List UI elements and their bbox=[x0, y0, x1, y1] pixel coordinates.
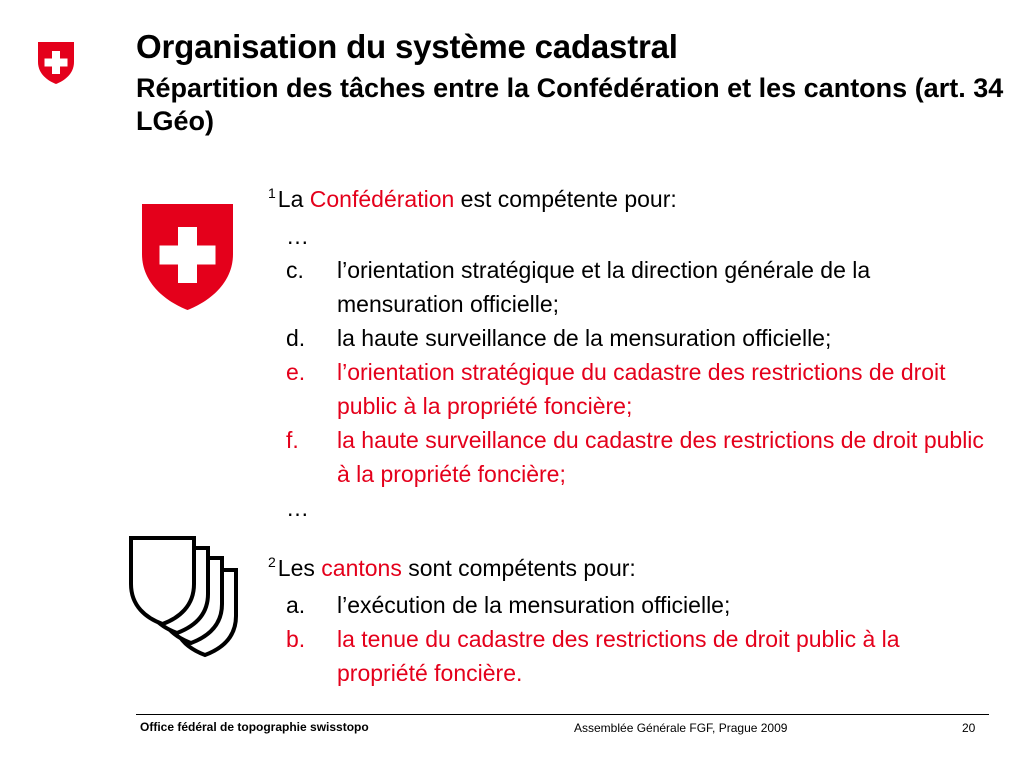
slide-subtitle: Répartition des tâches entre la Confédération et les cantons (art. 34 LGéo) bbox=[136, 73, 1004, 136]
item-text: la haute surveillance de la mensuration officielle; bbox=[337, 325, 832, 351]
item-text: l’orientation stratégique et la direction générale de la mensuration officielle; bbox=[337, 257, 871, 317]
item-marker: d. bbox=[286, 325, 306, 351]
footer-divider bbox=[136, 714, 989, 715]
section1-item-e bbox=[268, 355, 988, 423]
cantonal-shields-stack-icon bbox=[128, 534, 240, 658]
section1-item-f bbox=[268, 423, 988, 491]
item-marker: f. bbox=[286, 427, 299, 453]
item-text: l’orientation stratégique du cadastre des restrictions de droit public à la propriété foncière; bbox=[337, 359, 946, 419]
item-text: la haute surveillance du cadastre des restrictions de droit public à la propriété foncière; bbox=[337, 427, 984, 487]
section2-item-a bbox=[268, 588, 988, 622]
section1-ellipsis-top: … bbox=[286, 223, 309, 249]
section2-lead-after: sont compétents pour: bbox=[408, 555, 636, 581]
section1-lead-before: La bbox=[277, 186, 304, 212]
section2-lead-highlight: cantons bbox=[321, 555, 402, 581]
slide-title: Organisation du système cadastral bbox=[136, 28, 678, 65]
section1-lead-after: est compétente pour: bbox=[460, 186, 677, 212]
swiss-shield-icon bbox=[140, 202, 235, 312]
footer-event: Assemblée Générale FGF, Prague 2009 bbox=[574, 721, 788, 735]
item-text: la tenue du cadastre des restrictions de droit public à la propriété foncière. bbox=[337, 626, 900, 686]
section1-number: 1 bbox=[268, 185, 276, 201]
section1-lead bbox=[268, 182, 988, 219]
item-marker: e. bbox=[286, 359, 306, 385]
section1-lead-highlight: Confédération bbox=[309, 186, 455, 212]
section2-item-b bbox=[268, 622, 988, 690]
item-marker: b. bbox=[286, 626, 306, 652]
page-number: 20 bbox=[962, 721, 976, 735]
swiss-coat-of-arms-icon bbox=[36, 40, 76, 86]
section1-item-c bbox=[268, 253, 988, 321]
section2-lead-before: Les bbox=[277, 555, 315, 581]
section1-ellipsis-bottom: … bbox=[286, 495, 309, 521]
item-marker: c. bbox=[286, 257, 304, 283]
section2-lead bbox=[268, 551, 988, 588]
item-text: l’exécution de la mensuration officielle; bbox=[337, 592, 731, 618]
item-marker: a. bbox=[286, 592, 306, 618]
title-block bbox=[136, 28, 1006, 138]
section1-item-d bbox=[268, 321, 988, 355]
section2-number: 2 bbox=[268, 554, 276, 570]
slide-content bbox=[268, 182, 988, 690]
footer-organization: Office fédéral de topographie swisstopo bbox=[140, 720, 369, 734]
